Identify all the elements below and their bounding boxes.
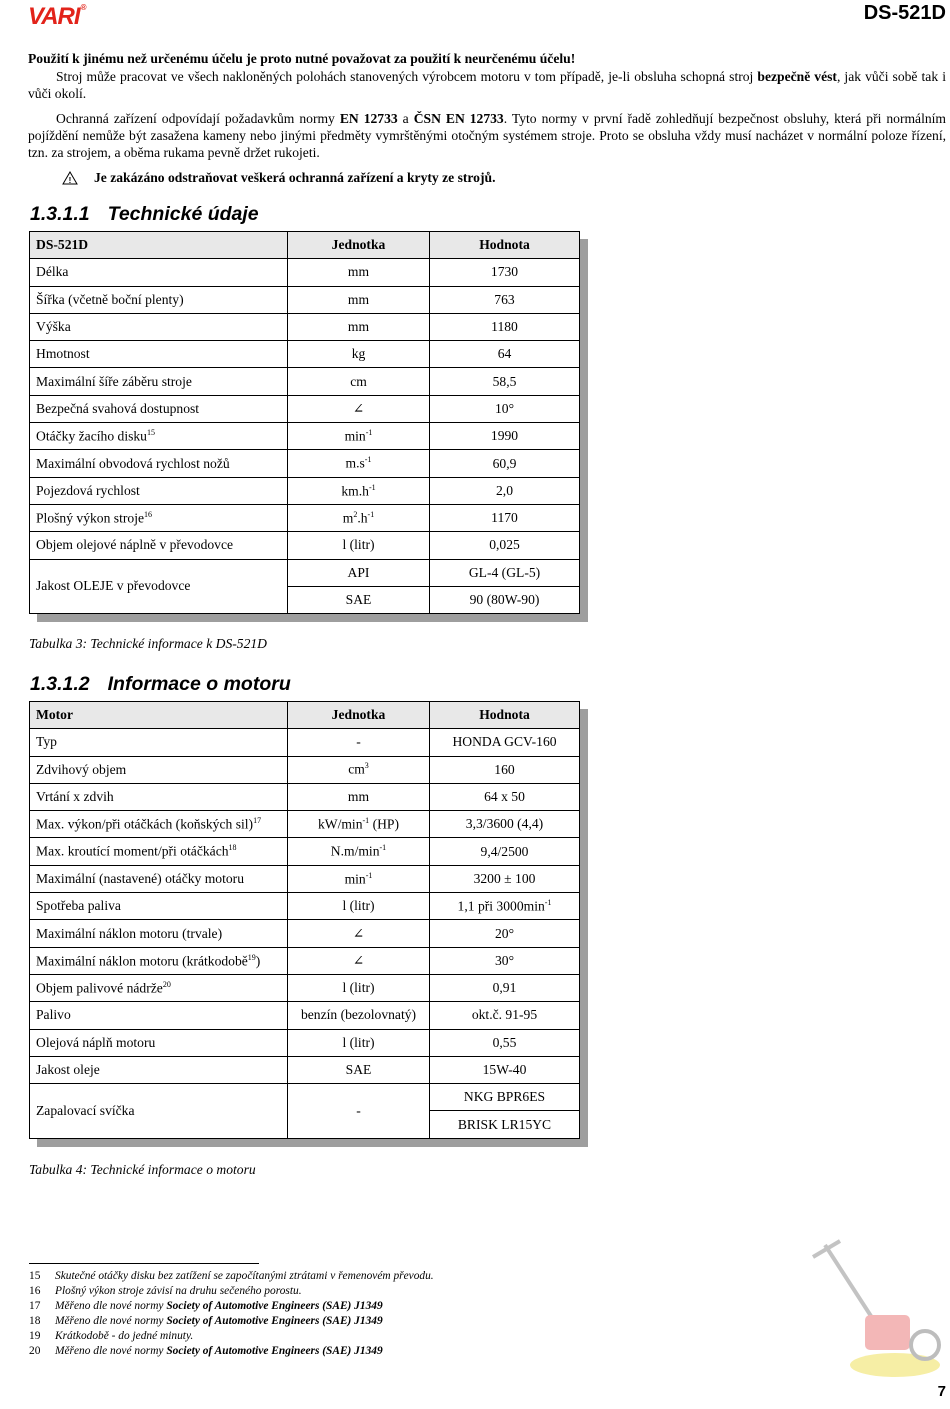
table-row [30,783,580,810]
table-row [30,920,580,947]
unit-cell: mm [288,259,430,286]
value-cell: 30° [430,947,580,974]
footnote: 17 Měřeno dle nové normy Society of Automotive Engineers (SAE) J1349 [29,1300,383,1312]
unit-cell: $kW/\min^{-1}$ (HP) [288,811,430,838]
technical-data-table [29,231,580,614]
param-cell: Otáčky žacího disku$^{15}$ [30,423,288,450]
table-row [30,313,580,340]
table-caption-3: Tabulka 3: Technické informace k DS-521D [29,636,267,651]
footnote: 20 Měřeno dle nové normy Society of Automotive Engineers (SAE) J1349 [29,1345,383,1357]
value-cell: 1,1 při $3000\min^{-1}$ [430,893,580,920]
warning-line [62,170,495,186]
value-cell: 3200 ± 100 [430,865,580,892]
model-header: DS-521D [863,2,946,24]
table-row [30,1056,580,1083]
unit-cell: mm [288,783,430,810]
table-caption-4: Tabulka 4: Technické informace o motoru [29,1162,256,1177]
param-cell: Objem palivové nádrže$^{20}$ [30,974,288,1001]
value-cell: 1990 [430,423,580,450]
param-cell: Olejová náplň motoru [30,1029,288,1056]
table-header-row [30,702,580,729]
header-cell: Jednotka [288,702,430,729]
footnote: 16 Plošný výkon stroje závisí na druhu sečeného porostu. [29,1285,302,1297]
value-cell: okt.č. 91-95 [430,1002,580,1029]
table-row [30,259,580,286]
param-cell: Vrtání x zdvih [30,783,288,810]
value-cell: 0,91 [430,974,580,1001]
param-cell: Bezpečná svahová dostupnost [30,395,288,422]
table-row [30,1002,580,1029]
page-number: 7 [937,1383,946,1400]
unit-cell: SAE [288,1056,430,1083]
unit-cell: l (litr) [288,532,430,559]
unit-cell: l (litr) [288,1029,430,1056]
value-cell: 0,55 [430,1029,580,1056]
unit-cell: l (litr) [288,893,430,920]
table-row [30,477,580,504]
param-cell: Délka [30,259,288,286]
value-cell: 60,9 [430,450,580,477]
engine-info-table [29,701,580,1139]
section-heading-technical-data: 1.3.1.1 Technické údaje [30,203,259,225]
value-cell: BRISK LR15YC [430,1111,580,1138]
value-cell: 90 (80W-90) [430,586,580,613]
warning-text: Je zakázáno odstraňovat veškerá ochranná zařízení a kryty ze strojů. [94,170,496,185]
svg-text:!: ! [68,176,72,185]
unit-cell: cm [288,368,430,395]
unit-cell: - [288,1084,430,1139]
unit-cell: API [288,559,430,586]
table-row [30,423,580,450]
param-cell: Typ [30,729,288,756]
section-heading-engine-info: 1.3.1.2 Informace o motoru [30,673,291,695]
value-cell: 9,4/2500 [430,838,580,865]
value-cell: 58,5 [430,368,580,395]
param-cell: Maximální (nastavené) otáčky motoru [30,865,288,892]
param-cell: Výška [30,313,288,340]
value-cell: 1180 [430,313,580,340]
header-cell: Jednotka [288,232,430,259]
value-cell: 15W-40 [430,1056,580,1083]
param-cell: Maximální obvodová rychlost nožů [30,450,288,477]
value-cell: 1170 [430,504,580,531]
param-cell: Maximální náklon motoru (trvale) [30,920,288,947]
param-cell: Šířka (včetně boční plenty) [30,286,288,313]
param-cell: Jakost oleje [30,1056,288,1083]
value-cell: GL-4 (GL-5) [430,559,580,586]
value-cell: 64 x 50 [430,783,580,810]
unit-cell: $cm^3$ [288,756,430,783]
table-row [30,286,580,313]
table-row [30,1029,580,1056]
value-cell: NKG BPR6ES [430,1084,580,1111]
table-row [30,893,580,920]
param-cell: Hmotnost [30,341,288,368]
value-cell: 763 [430,286,580,313]
unit-cell: benzín (bezolovnatý) [288,1002,430,1029]
unit-cell: ∠ [288,395,430,422]
value-cell: 10° [430,395,580,422]
table-row [30,1084,580,1111]
table-row [30,395,580,422]
unit-cell: $m.s^{-1}$ [288,450,430,477]
table-row [30,838,580,865]
footnotes [29,1269,434,1359]
table-row [30,865,580,892]
value-cell: 20° [430,920,580,947]
warning-icon [62,171,78,185]
header-cell: Hodnota [430,232,580,259]
value-cell: 160 [430,756,580,783]
vari-logo: VARI® [28,3,86,30]
table-row [30,368,580,395]
unit-cell: $m^2.h^{-1}$ [288,504,430,531]
unit-cell: SAE [288,586,430,613]
value-cell: 3,3/3600 (4,4) [430,811,580,838]
param-cell: Zdvihový objem [30,756,288,783]
param-cell: Pojezdová rychlost [30,477,288,504]
unit-cell: - [288,729,430,756]
table-row [30,532,580,559]
param-cell: Spotřeba paliva [30,893,288,920]
footnote: 19 Krátkodobě - do jedné minuty. [29,1330,194,1342]
unit-cell: mm [288,313,430,340]
param-cell: Max. výkon/při otáčkách (koňských sil)$^{17}$ [30,811,288,838]
table-row [30,450,580,477]
footnote-divider [29,1263,259,1264]
header-cell: Hodnota [430,702,580,729]
table-row [30,341,580,368]
unit-cell: $\min^{-1}$ [288,865,430,892]
unit-cell: ∠ [288,947,430,974]
param-cell: Objem olejové náplně v převodovce [30,532,288,559]
table-row [30,504,580,531]
unit-cell: $km.h^{-1}$ [288,477,430,504]
unit-cell: l (litr) [288,974,430,1001]
value-cell: 64 [430,341,580,368]
unit-cell: ∠ [288,920,430,947]
table-row [30,811,580,838]
table-row [30,729,580,756]
unit-cell: $\min^{-1}$ [288,423,430,450]
value-cell: 2,0 [430,477,580,504]
param-cell: Jakost OLEJE v převodovce [30,559,288,614]
table-row [30,947,580,974]
mower-illustration [785,1235,945,1395]
param-cell: Maximální šíře záběru stroje [30,368,288,395]
table-row [30,974,580,1001]
value-cell: HONDA GCV-160 [430,729,580,756]
param-cell: Palivo [30,1002,288,1029]
table-header-row [30,232,580,259]
header-cell: DS-521D [30,232,288,259]
footnote: 15 Skutečné otáčky disku bez zatížení se započítanými ztrátami v řemenovém převodu. [29,1270,434,1282]
intro-paragraph-2: Stroj může pracovat ve všech nakloněných polohách stanovených výrobcem motoru v tom případě, je-li obsluha schopná stroj bezpečně vést, jak vůči sobě tak i vůči okolí. [28,69,946,101]
param-cell: Zapalovací svíčka [30,1084,288,1139]
unit-cell: kg [288,341,430,368]
unit-cell: mm [288,286,430,313]
intro-paragraph-3: Ochranná zařízení odpovídají požadavkům normy EN 12733 a ČSN EN 12733. Tyto normy v první řadě zohledňují bezpečnost obsluhy, která při normálním pojíždění nemůže být zasažena kameny nebo jinými předměty vymrštěnými otočným systémem stroje. Proto se obsluha vždy musí nacházet v normální poloze řízení, tzn. za strojem, a oběma rukama pevně držet rukojeti. [28,111,947,160]
table-row [30,559,580,586]
header-cell: Motor [30,702,288,729]
unit-cell: $N.m/\min^{-1}$ [288,838,430,865]
param-cell: Maximální náklon motoru (krátkodobě$^{19}$) [30,947,288,974]
value-cell: 0,025 [430,532,580,559]
footnote: 18 Měřeno dle nové normy Society of Automotive Engineers (SAE) J1349 [29,1315,383,1327]
intro-paragraph-1: Použití k jinému než určenému účelu je proto nutné považovat za použití k neurčenému účelu! [28,51,576,66]
table-row [30,756,580,783]
value-cell: 1730 [430,259,580,286]
param-cell: Plošný výkon stroje$^{16}$ [30,504,288,531]
param-cell: Max. kroutící moment/při otáčkách$^{18}$ [30,838,288,865]
